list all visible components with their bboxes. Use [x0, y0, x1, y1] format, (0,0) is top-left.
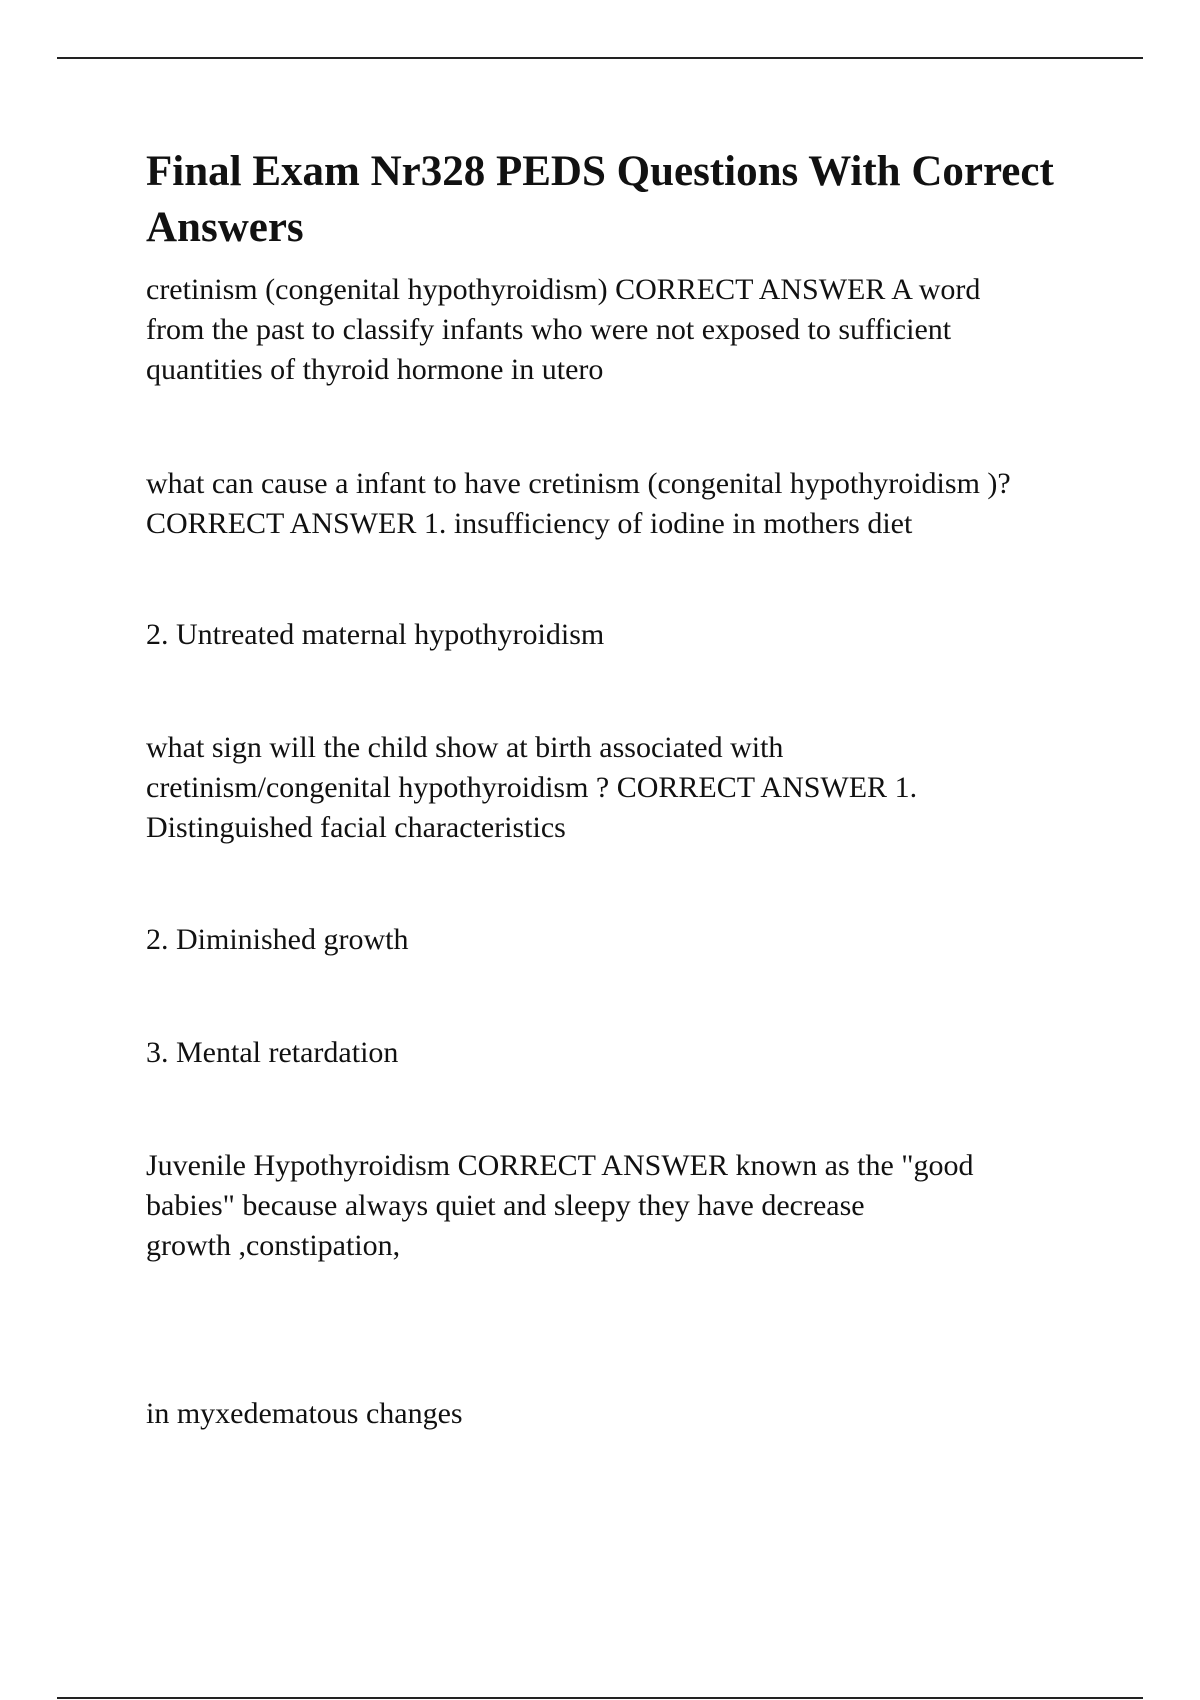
qa-paragraph-6: 3. Mental retardation — [146, 1036, 399, 1069]
qa-paragraph-5: 2. Diminished growth — [146, 923, 409, 956]
qa-paragraph-7: Juvenile Hypothyroidism CORRECT ANSWER known as the "good babies" because always quiet and sleepy they have decrease growth ,constipation, — [146, 1149, 974, 1262]
qa-paragraph-3: 2. Untreated maternal hypothyroidism — [146, 618, 605, 651]
qa-paragraph-2: what can cause a infant to have cretinism (congenital hypothyroidism )? CORRECT ANSWER 1. insufficiency of iodine in mothers diet — [146, 467, 1011, 540]
bottom-divider — [57, 1697, 1143, 1699]
qa-paragraph-1: cretinism (congenital hypothyroidism) CORRECT ANSWER A word from the past to classify infants who were not exposed to sufficient quantities of thyroid hormone in utero — [146, 273, 981, 386]
qa-paragraph-4: what sign will the child show at birth associated with cretinism/congenital hypothyroidism ? CORRECT ANSWER 1. Distinguished facial characteristics — [146, 731, 918, 844]
top-divider — [57, 57, 1143, 59]
document-title: Final Exam Nr328 PEDS Questions With Correct Answers — [146, 148, 1054, 251]
qa-paragraph-8: in myxedematous changes — [146, 1397, 463, 1430]
